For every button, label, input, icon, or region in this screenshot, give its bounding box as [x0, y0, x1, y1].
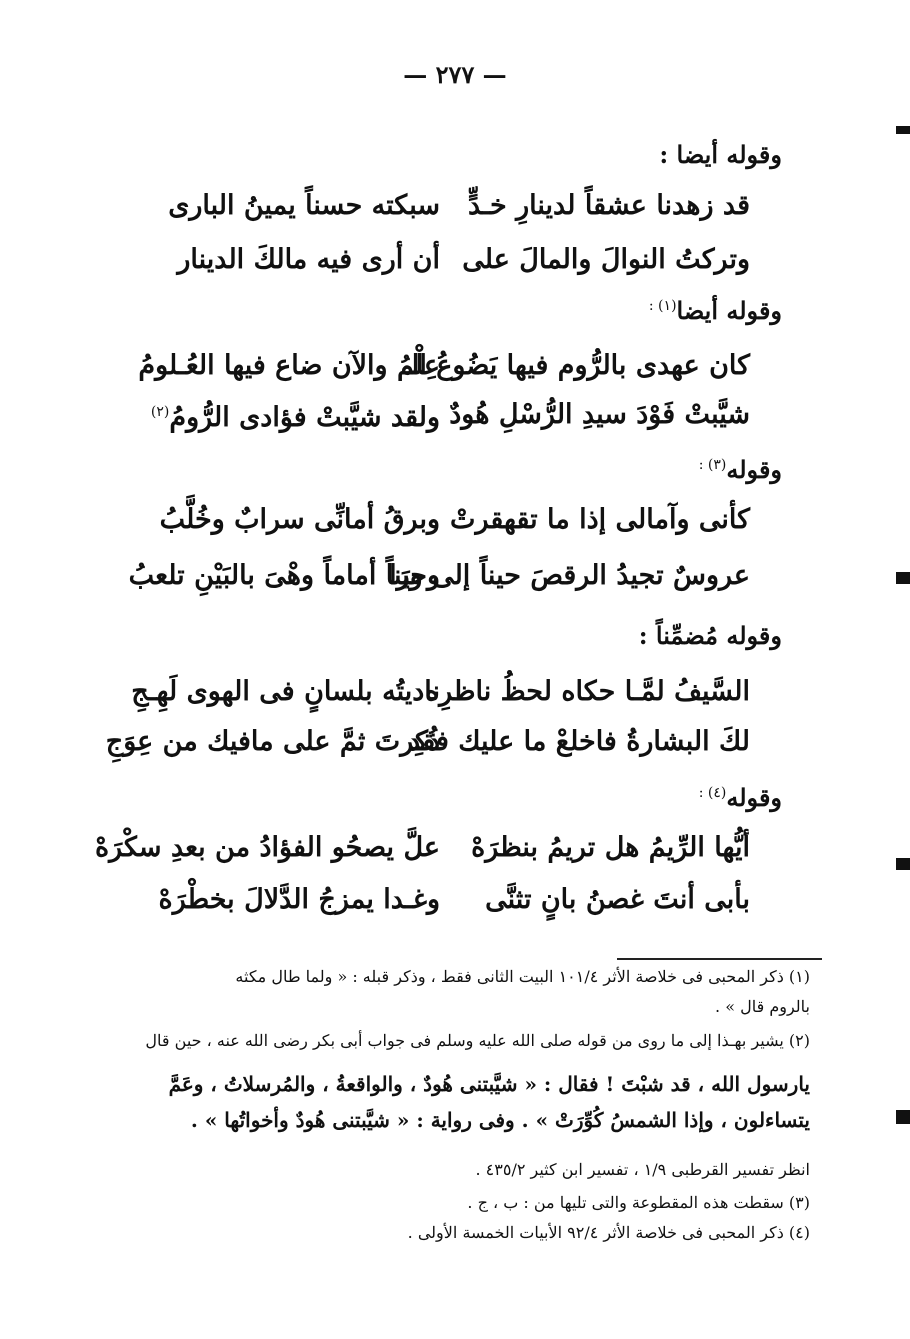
- second-hemistich: عِلْمُ والآن ضاع فيها العُـلومُ: [138, 350, 440, 381]
- verse: [131, 672, 750, 712]
- first-hemistich: بأبى أنتَ غصنُ بانٍ تثنَّى: [485, 884, 750, 915]
- first-hemistich: لكَ البشارةُ فاخلعْ ما عليك فقد: [408, 726, 750, 757]
- scan-edge-mark: [896, 126, 910, 134]
- heading-text: وقوله: [726, 783, 782, 812]
- heading-text: وقوله أيضا: [676, 296, 782, 325]
- second-hemistich-text: ولقد شيَّبتْ فؤادى الرُّومُ: [169, 402, 440, 433]
- footnote-marker: (٤) :: [698, 785, 727, 801]
- footnote-1: [90, 962, 810, 1022]
- second-hemistich: علَّ يصحُو الفؤادُ من بعدِ سكْرَهْ: [94, 832, 440, 863]
- first-hemistich: كان عهدى بالرُّوم فيها يَضُوعُ الـ: [403, 350, 750, 381]
- second-hemistich: وحيناً أماماً وهْىَ بالبَيْنِ تلعبُ: [128, 560, 440, 591]
- first-hemistich: وتركتُ النوالَ والمالَ على: [462, 244, 750, 275]
- footnote-2-reference: [90, 1155, 810, 1185]
- first-hemistich: شيَّبتْ فَوْدَ سيدِ الرُّسْلِ هُودٌ: [449, 399, 750, 430]
- verse: [94, 828, 750, 868]
- second-hemistich: أن أرى فيه مالكَ الدينار: [177, 244, 440, 275]
- second-hemistich: وبرقُ أمانِّى سرابٌ وخُلَّبُ: [159, 504, 440, 535]
- footnote-2-quote: [90, 1066, 810, 1138]
- verse: [150, 240, 750, 280]
- heading-text: وقوله: [726, 455, 782, 484]
- first-hemistich: أيُّها الرِّيمُ هل تريمُ بنظرَهْ: [471, 832, 750, 863]
- first-hemistich: السَّيفُ لمَّـا حكاه لحظُ ناظرِه: [424, 676, 750, 707]
- footnote-line: (٤) ذكر المحبى فى خلاصة الأثر ٩٢/٤ الأبيات الخمسة الأولى .: [407, 1223, 810, 1242]
- footnote-divider: [617, 958, 822, 960]
- footnote-line: بالروم قال » .: [715, 997, 810, 1016]
- second-hemistich: ذُكِرتَ ثمَّ على مافيك من عِوَجِ: [105, 726, 440, 757]
- second-hemistich: ناديتُه بلسانٍ فى الهوى لَهِـجِ: [131, 676, 440, 707]
- footnote-marker: (٣) :: [698, 457, 727, 473]
- footnote-3: [90, 1188, 810, 1218]
- poem-heading: [699, 783, 782, 812]
- footnote-2: [90, 1026, 810, 1056]
- footnote-line: (١) ذكر المحبى فى خلاصة الأثر ١٠١/٤ البيت الثانى فقط ، وذكر قبله : « ولما طال مكثه: [235, 967, 810, 986]
- footnote-marker: (٢): [150, 404, 170, 420]
- scan-edge-mark: [896, 572, 910, 584]
- verse: [150, 395, 750, 435]
- poem-heading: [699, 455, 782, 484]
- footnote-line: يتساءلون ، وإذا الشمسُ كُوِّرَتْ » . وفى رواية : « شيَّبتنى هُودٌ وأخواتُها » .: [190, 1108, 810, 1132]
- scan-edge-mark: [896, 858, 910, 870]
- heading-text: وقوله أيضا :: [659, 140, 782, 169]
- page-number: — ٢٧٧ —: [403, 60, 507, 89]
- first-hemistich: كأنى وآمالى إذا ما تقهقرتْ: [450, 504, 750, 535]
- second-hemistich: وغـدا يمزجُ الدَّلالَ بخطْرَهْ: [158, 884, 440, 915]
- footnote-line: انظر تفسير القرطبى ١/٩ ، تفسير ابن كثير ٤٣٥/٢ .: [475, 1160, 810, 1179]
- footnote-marker: (١) :: [648, 298, 677, 314]
- poem-heading: [659, 140, 782, 169]
- poem-heading: [649, 296, 782, 325]
- second-hemistich: [150, 392, 440, 438]
- footnote-line: (٣) سقطت هذه المقطوعة والتى تليها من : ب ، ج .: [467, 1193, 810, 1212]
- footnote-4: [90, 1218, 810, 1248]
- first-hemistich: قد زهدنا عشقاً لدينارِ خـدٍّ: [467, 190, 750, 221]
- first-hemistich: عروسٌ تجيدُ الرقصَ حيناً إلى ورَا: [389, 560, 750, 591]
- footnote-line: (٢) يشير بهـذا إلى ما روى من قوله صلى الله عليه وسلم فى جواب أبى بكر رضى الله عنه ، حين قال: [145, 1031, 810, 1050]
- verse: [128, 556, 750, 596]
- footnote-line: يارسول الله ، قد شبْتَ ! فقال : « شيَّبتنى هُودٌ ، والواقعةُ ، والمُرسلاتُ ، وعَمَّ: [168, 1072, 810, 1096]
- scan-edge-mark: [896, 1110, 910, 1124]
- verse: [150, 500, 750, 540]
- poem-heading: [639, 621, 782, 650]
- verse: [150, 186, 750, 226]
- verse: [150, 880, 750, 920]
- heading-text: وقوله مُضمِّناً :: [638, 621, 782, 650]
- second-hemistich: سبكته حسناً يمينُ البارى: [168, 190, 440, 221]
- verse: [105, 722, 750, 762]
- verse: [138, 346, 750, 386]
